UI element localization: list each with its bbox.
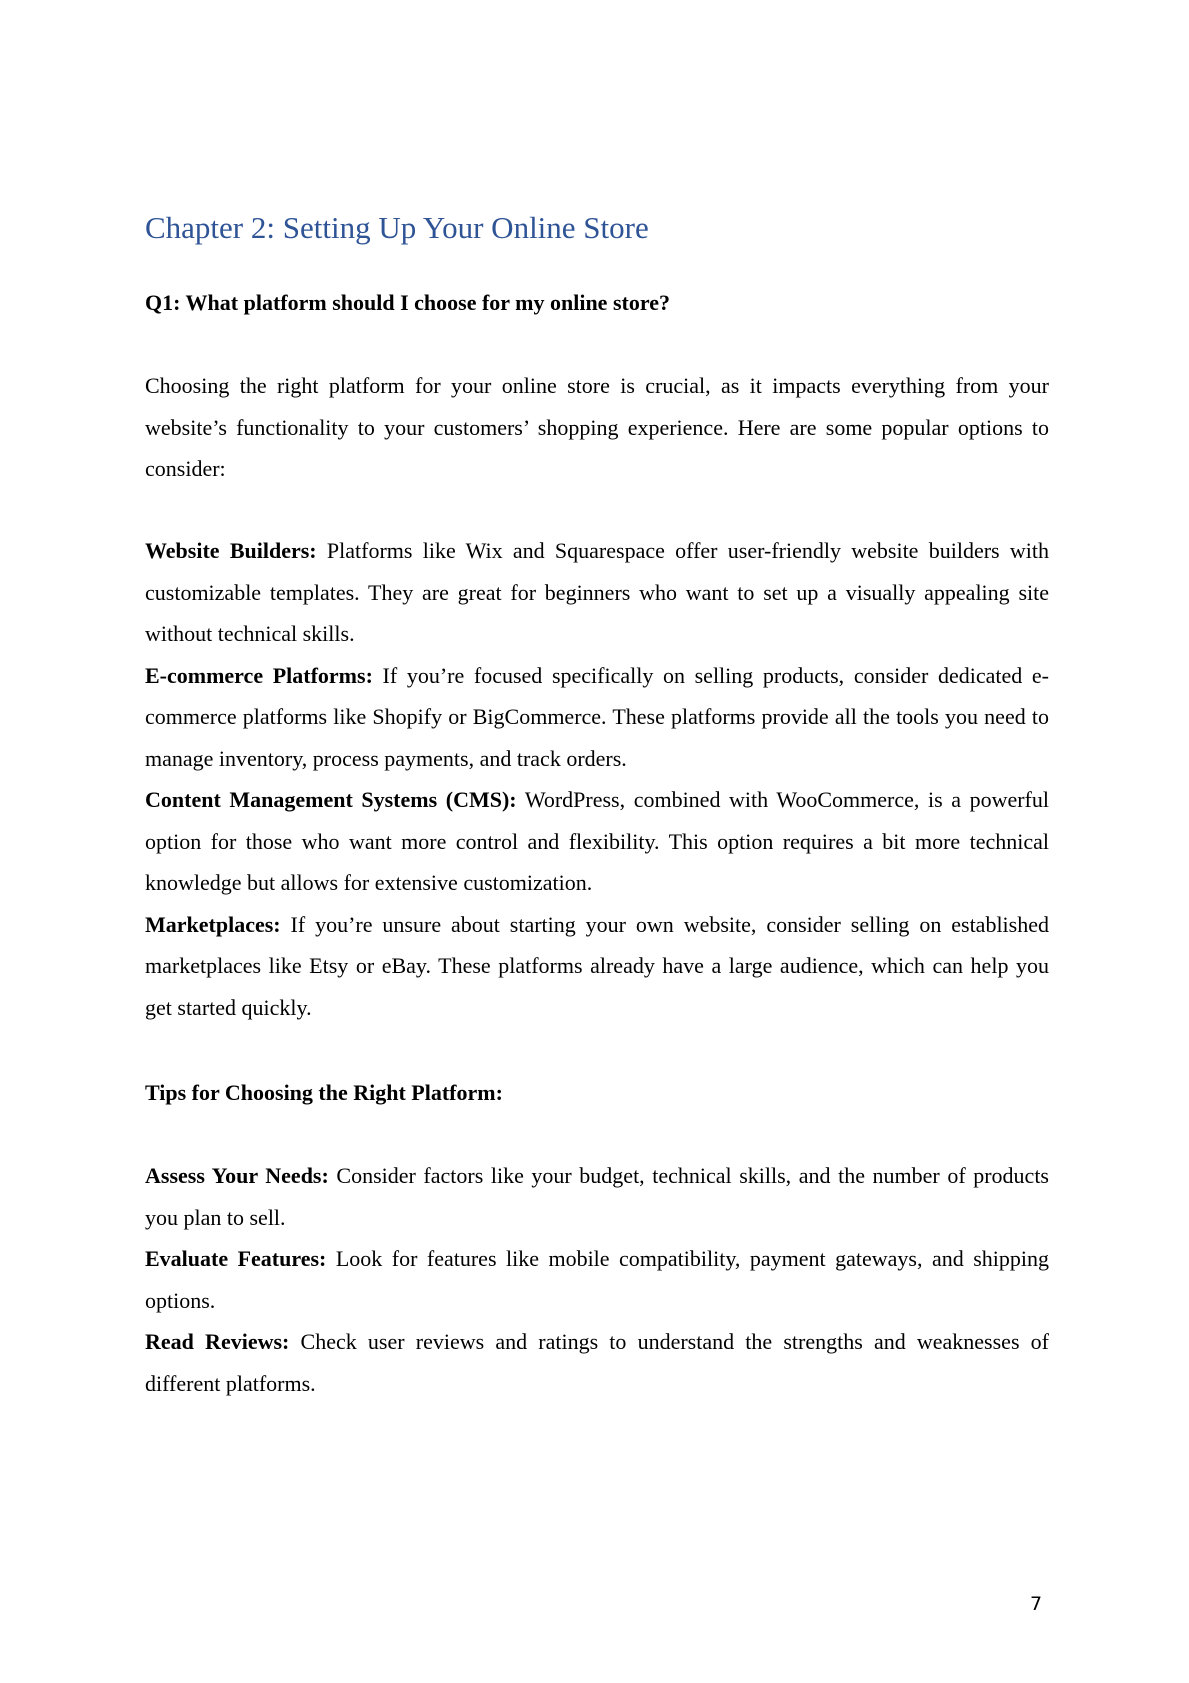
tip-evaluate-features bbox=[145, 1238, 1049, 1321]
tip-term: Assess Your Needs: bbox=[145, 1163, 329, 1188]
platform-option-term: E-commerce Platforms: bbox=[145, 662, 373, 688]
platform-option-website-builders bbox=[145, 530, 1049, 655]
platform-option-ecommerce-platforms bbox=[145, 655, 1049, 780]
platform-options-list bbox=[145, 530, 1049, 1028]
tips-heading: Tips for Choosing the Right Platform: bbox=[145, 1080, 503, 1105]
platform-option-term: Website Builders: bbox=[145, 538, 317, 563]
intro-paragraph: Choosing the right platform for your online store is crucial, as it impacts everything from your website’s functionality to your customers’ shopping experience. Here are some popular options to consider: bbox=[145, 373, 1049, 481]
platform-option-term: Content Management Systems (CMS): bbox=[145, 787, 517, 812]
tip-term: Read Reviews: bbox=[145, 1329, 290, 1354]
tips-list bbox=[145, 1155, 1049, 1404]
tip-term: Evaluate Features: bbox=[145, 1246, 327, 1271]
platform-option-text: WordPress, combined with WooCommerce, is a powerful option for those who want more control and flexibility. This option requires a bit more technical knowledge but allows for extensive customization. bbox=[145, 787, 1049, 895]
tip-read-reviews bbox=[145, 1321, 1049, 1404]
platform-option-text: If you’re unsure about starting your own website, consider selling on established marketplaces like Etsy or eBay. These platforms already have a large audience, which can help you get started quickly. bbox=[145, 911, 1049, 1020]
platform-option-marketplaces bbox=[145, 904, 1049, 1029]
question-heading: Q1: What platform should I choose for my online store? bbox=[145, 290, 670, 315]
tip-assess-needs bbox=[145, 1155, 1049, 1238]
tip-text: Check user reviews and ratings to understand the strengths and weaknesses of different platforms. bbox=[145, 1329, 1050, 1396]
platform-option-text: Platforms like Wix and Squarespace offer user-friendly website builders with customizable templates. They are great for beginners who want to set up a visually appealing site without technical skills. bbox=[145, 538, 1049, 646]
chapter-title: Chapter 2: Setting Up Your Online Store bbox=[145, 210, 649, 245]
platform-option-text: If you’re focused specifically on selling products, consider dedicated e-commerce platforms like Shopify or BigCommerce. These platforms provide all the tools you need to manage inventory, process payments, and track orders. bbox=[145, 662, 1049, 771]
platform-option-cms bbox=[145, 779, 1049, 904]
platform-option-term: Marketplaces: bbox=[145, 911, 281, 937]
tip-text: Look for features like mobile compatibility, payment gateways, and shipping options. bbox=[145, 1246, 1049, 1313]
page-number: 7 bbox=[1030, 1593, 1043, 1615]
tip-text: Consider factors like your budget, technical skills, and the number of products you plan to sell. bbox=[145, 1163, 1049, 1230]
